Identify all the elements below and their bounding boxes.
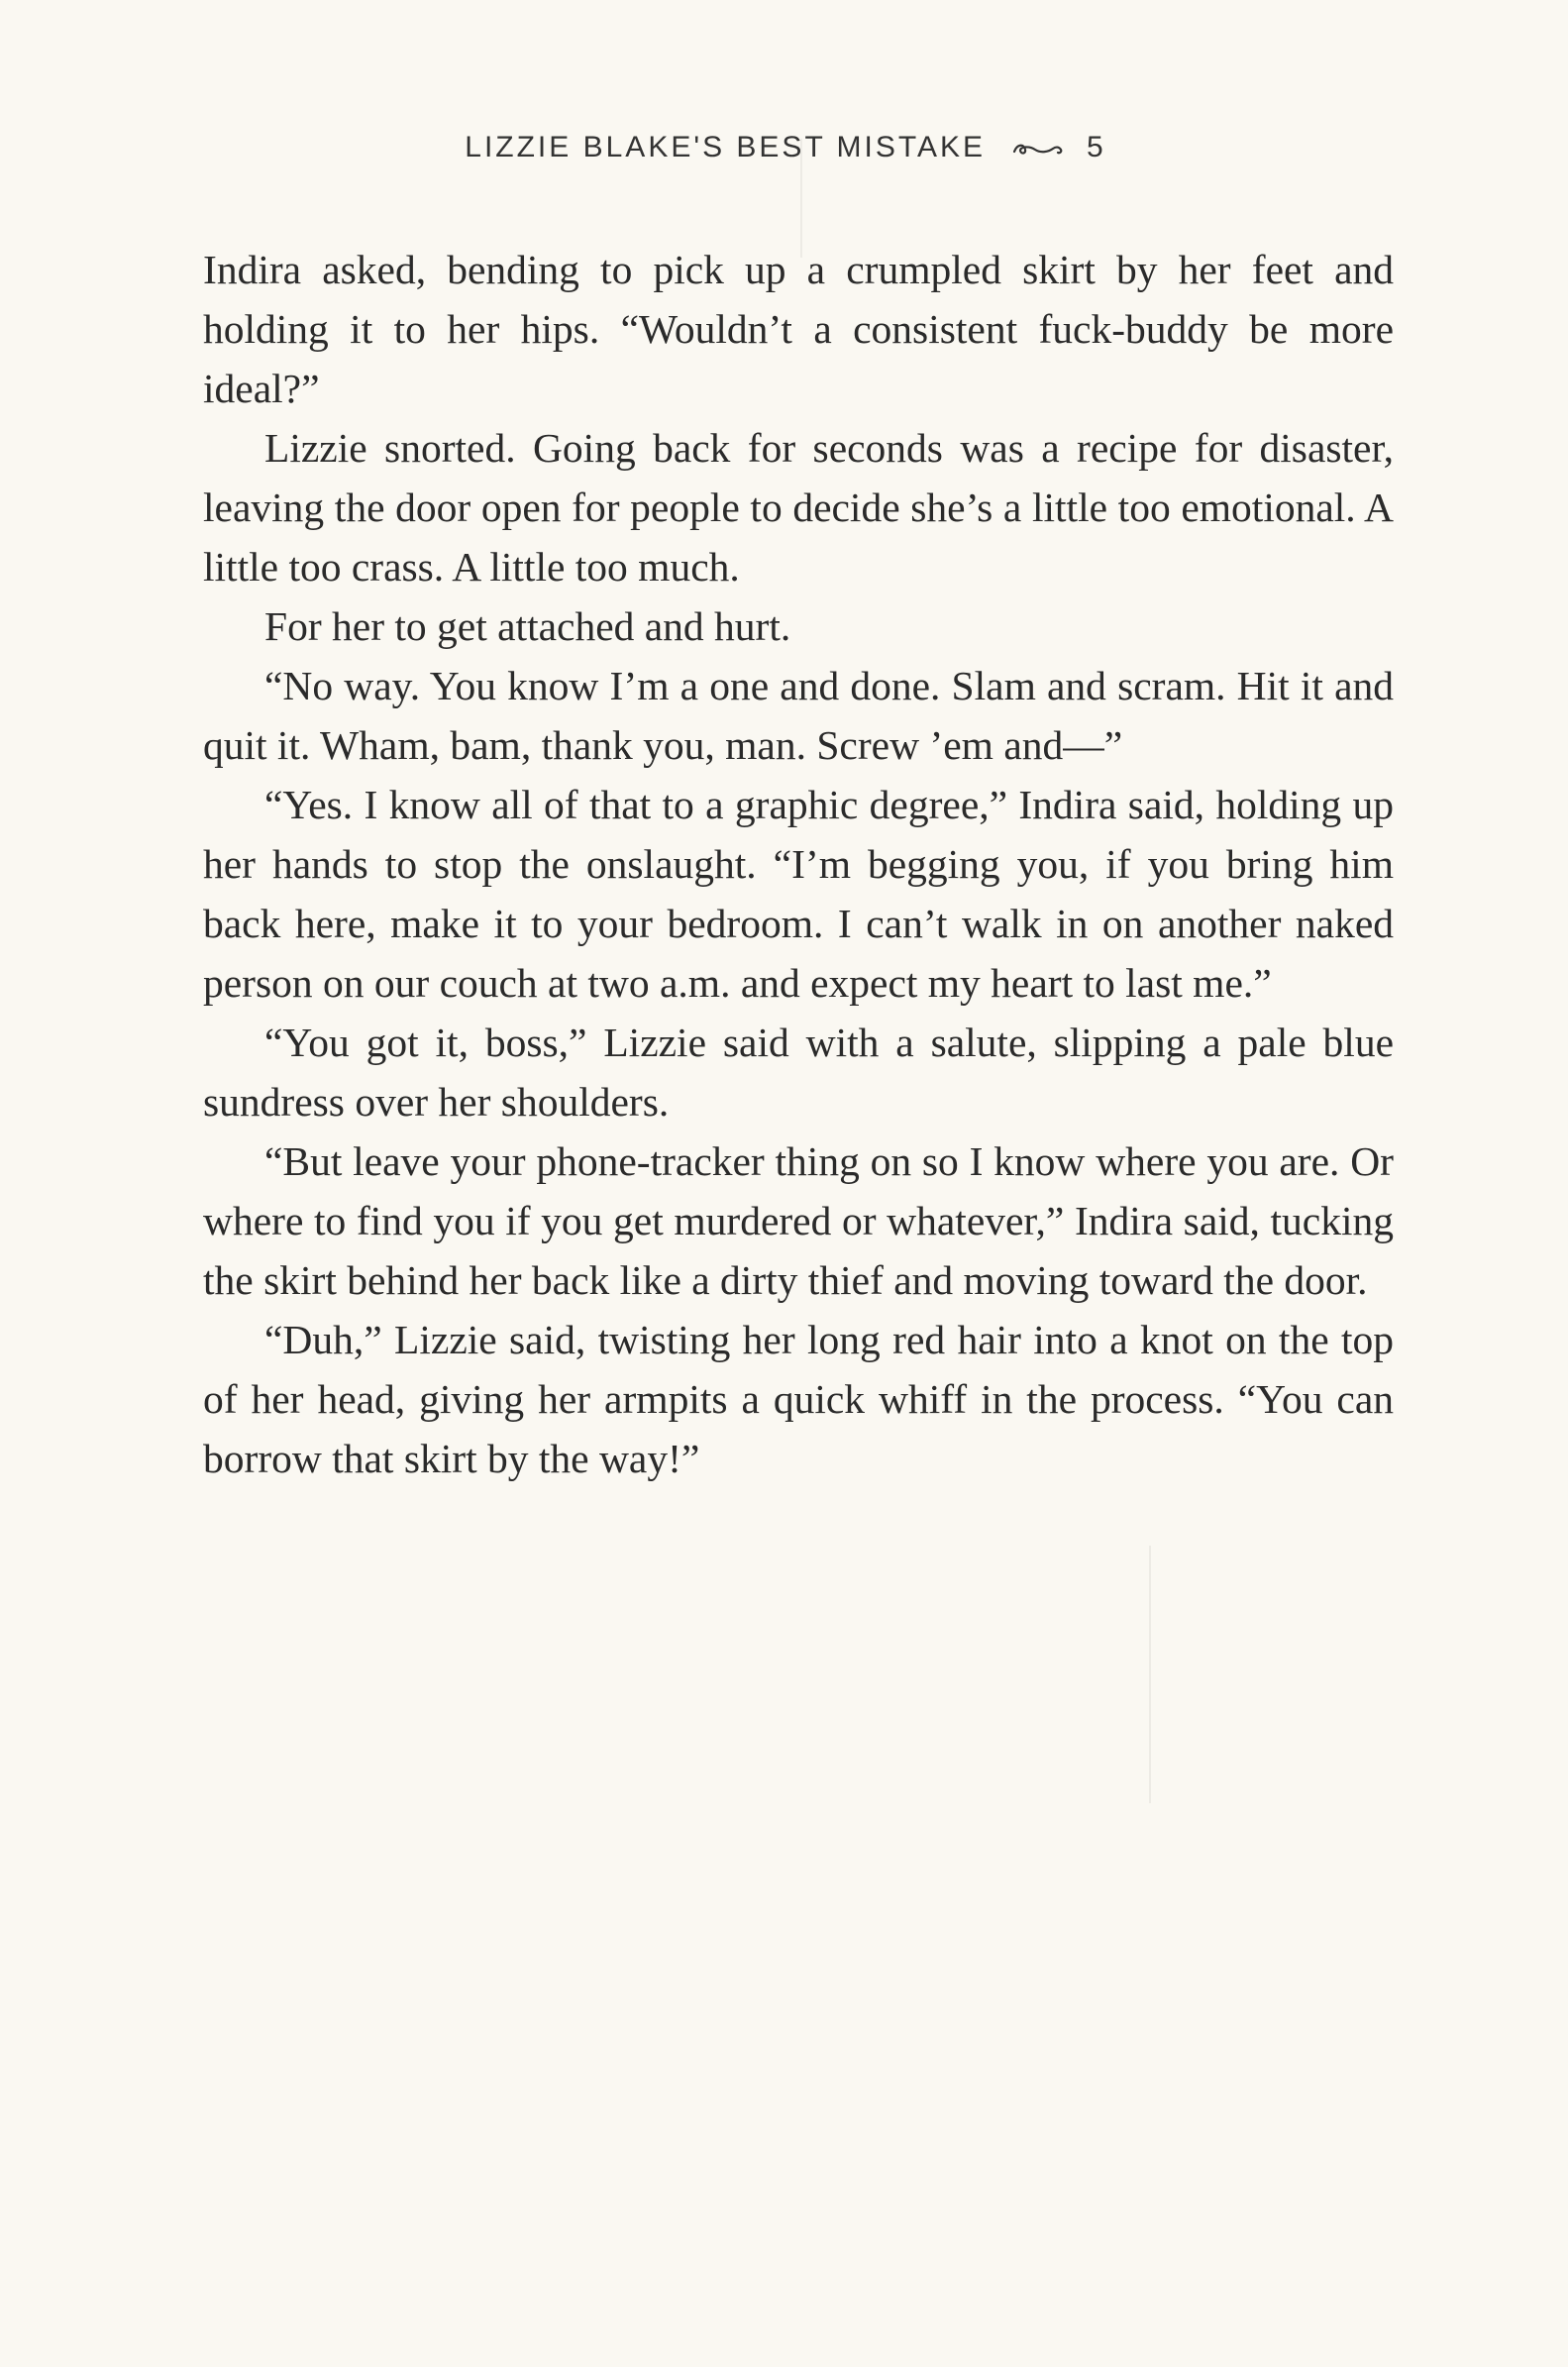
paper-crease <box>1149 1546 1151 1803</box>
swash-ornament-icon <box>1011 140 1065 158</box>
paragraph: “But leave your phone-tracker thing on so I know where you are. Or where to find you if you get murdered or whatever,” Indira said, tucking the skirt behind her back like a dirty thief and moving toward the door. <box>203 1138 1394 1303</box>
paragraph: “Yes. I know all of that to a graphic degree,” Indira said, holding up her hands to stop the onslaught. “I’m begging you, if you bring him back here, make it to your bedroom. I can’t walk in on another naked person on our couch at two a.m. and expect my heart to last me.” <box>203 782 1394 1006</box>
paragraph: “Duh,” Lizzie said, twisting her long red hair into a knot on the top of her head, giving her armpits a quick whiff in the process. “You can borrow that skirt by the way!” <box>203 1317 1394 1481</box>
paragraph: “No way. You know I’m a one and done. Slam and scram. Hit it and quit it. Wham, bam, thank you, man. Screw ’em and—” <box>203 663 1394 768</box>
paragraph: For her to get attached and hurt. <box>264 603 791 649</box>
paragraph: “You got it, boss,” Lizzie said with a salute, slipping a pale blue sundress over her shoulders. <box>203 1020 1394 1125</box>
page-number: 5 <box>1087 131 1103 163</box>
running-title: LIZZIE BLAKE'S BEST MISTAKE <box>465 131 987 163</box>
running-head <box>0 131 1568 164</box>
paragraph: Lizzie snorted. Going back for seconds was a recipe for disaster, leaving the door open for people to decide she’s a little too emotional. A little too crass. A little too much. <box>203 425 1394 590</box>
paragraph: Indira asked, bending to pick up a crumpled skirt by her feet and holding it to her hips. “Wouldn’t a consistent fuck-buddy be more ideal?” <box>203 247 1394 411</box>
body-text <box>203 240 1394 1488</box>
